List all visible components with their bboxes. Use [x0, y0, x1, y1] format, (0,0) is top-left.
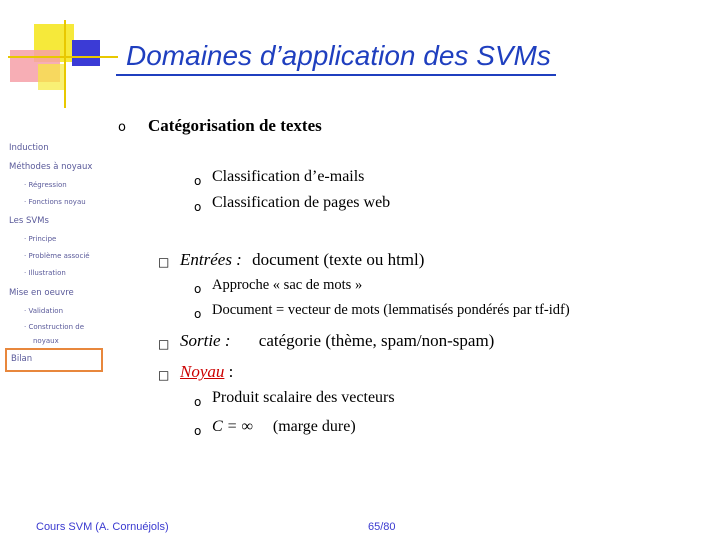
nav-item-regression[interactable]: · Régression: [24, 181, 67, 189]
kernel-colon: :: [228, 362, 234, 381]
item-inputs: [180, 250, 424, 270]
footer-credit: Cours SVM (A. Cornuéjols): [36, 521, 169, 533]
nav-item-illustration[interactable]: · Illustration: [24, 269, 66, 277]
output-value: catégorie (thème, spam/non-spam): [258, 331, 495, 350]
output-label: Sortie :: [180, 331, 231, 350]
item-emails: Classification d’e-mails: [212, 168, 365, 185]
page-number: 65/80: [368, 521, 396, 533]
nav-item-summary[interactable]: Bilan: [11, 354, 33, 364]
inputs-label: Entrées :: [180, 250, 242, 269]
nav-item-induction[interactable]: Induction: [9, 143, 49, 153]
nav-item-principle[interactable]: · Principe: [24, 235, 57, 243]
item-approach: Approche « sac de mots »: [212, 277, 363, 293]
nav-item-kernel-methods[interactable]: Méthodes à noyaux: [9, 162, 93, 172]
nav-item-associated-problems[interactable]: · Problème associé: [24, 252, 90, 260]
slide-title: Domaines d’application des SVMs: [126, 40, 551, 71]
bullet-square-icon: □: [158, 337, 170, 351]
nav-item-kernel-construction[interactable]: · Construction de: [24, 323, 84, 331]
item-kernel: [180, 362, 233, 382]
bullet-o-icon: o: [194, 395, 202, 409]
bullet-o-icon: o: [118, 120, 126, 135]
bullet-o-icon: o: [194, 424, 202, 438]
bullet-o-icon: o: [194, 200, 202, 214]
item-scalar-product: Produit scalaire des vecteurs: [212, 389, 395, 406]
item-output: [180, 331, 494, 351]
item-web: Classification de pages web: [212, 194, 391, 211]
c-formula: C = ∞: [212, 418, 253, 435]
bullet-o-icon: o: [194, 282, 202, 296]
bullet-o-icon: o: [194, 174, 202, 188]
nav-item-svms[interactable]: Les SVMs: [9, 216, 49, 226]
title-underline: [116, 74, 556, 76]
item-document-vector: Document = vecteur de mots (lemmatisés pondérés par tf-idf): [212, 302, 570, 318]
nav-item-implementation[interactable]: Mise en oeuvre: [9, 288, 74, 298]
c-note: (marge dure): [272, 418, 356, 435]
item-c-infinity: [212, 418, 356, 436]
nav-item-kernel-construction-cont[interactable]: noyaux: [33, 337, 59, 345]
kernel-label: Noyau: [180, 362, 225, 381]
inputs-value: document (texte ou html): [252, 250, 425, 269]
nav-item-validation[interactable]: · Validation: [24, 307, 64, 315]
bullet-square-icon: □: [158, 255, 170, 269]
nav-item-kernel-functions[interactable]: · Fonctions noyau: [24, 198, 86, 206]
section-heading: Catégorisation de textes: [148, 116, 322, 135]
bullet-square-icon: □: [158, 368, 170, 382]
bullet-o-icon: o: [194, 307, 202, 321]
